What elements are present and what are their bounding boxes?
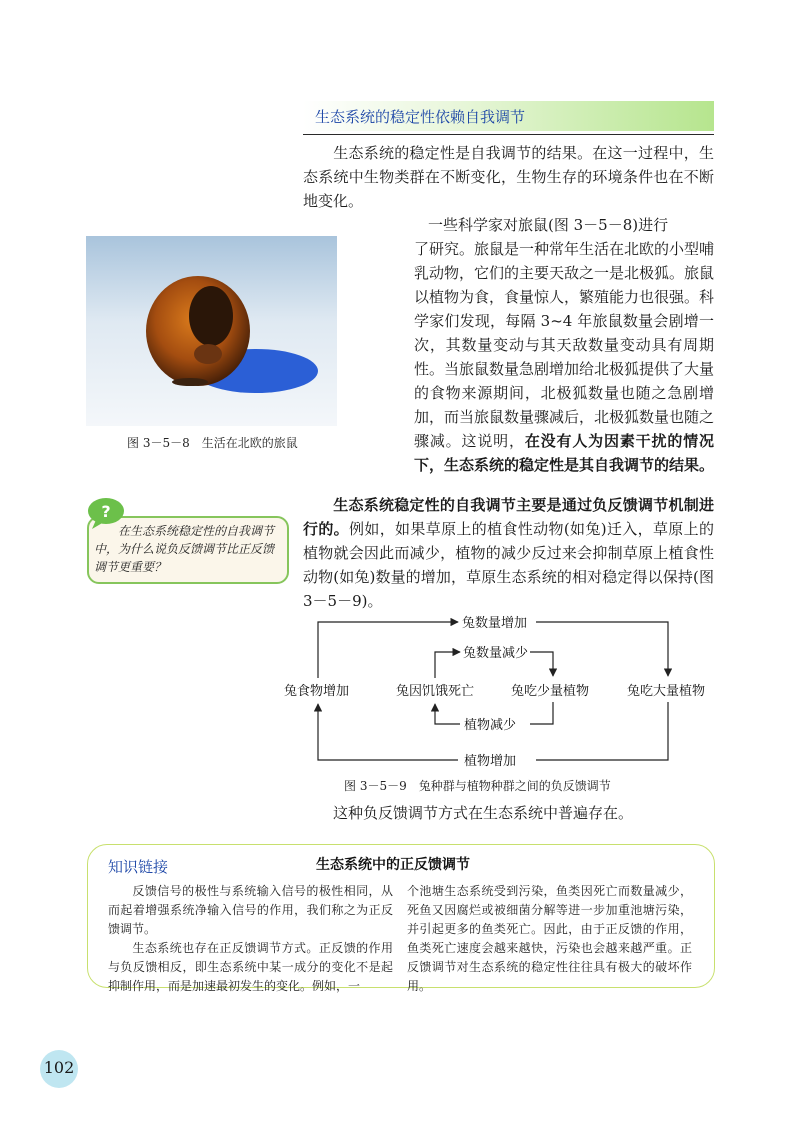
tip-question: 在生态系统稳定性的自我调节中，为什么说负反馈调节比正反馈调节更重要？ [94, 524, 275, 574]
lemming-photo [86, 236, 337, 426]
knowledge-link-column-left [108, 882, 393, 996]
question-mark: ? [101, 502, 111, 521]
feedback-diagram [280, 612, 720, 776]
node-rabbit-eat-little: 兔吃少量植物 [511, 684, 590, 699]
node-plant-decrease: 植物减少 [464, 718, 517, 733]
node-rabbit-decrease: 兔数量减少 [463, 646, 529, 661]
knowledge-link-paragraph-3: 个池塘生态系统受到污染，鱼类因死亡而数量减少，死鱼又因腐烂或被细菌分解等进一步加重池塘污染，并引起更多的鱼类死亡。因此，由于正反馈的作用，鱼类死亡速度会越来越快，污染也会越来越严重。正反馈调节对生态系统的稳定性往往具有极大的破坏作用。 [407, 884, 692, 993]
node-plant-increase: 植物增加 [464, 754, 517, 769]
page-number: 102 [43, 1058, 75, 1077]
section-title: 生态系统的稳定性依赖自我调节 [315, 108, 526, 126]
paragraph-intro: 生态系统的稳定性是自我调节的结果。在这一过程中，生态系统中生物类群在不断变化，生物生存的环境条件也在不断地变化。 [303, 144, 714, 210]
figure-3-5-9-caption: 图 3－5－9 兔种群与植物种群之间的负反馈调节 [344, 779, 611, 793]
knowledge-link-title: 生态系统中的正反馈调节 [316, 857, 470, 873]
paragraph-common: 这种负反馈调节方式在生态系统中普遍存在。 [333, 804, 634, 822]
knowledge-link-column-right [407, 882, 692, 996]
node-rabbit-eat-much: 兔吃大量植物 [627, 684, 706, 699]
figure-3-5-8-caption: 图 3－5－8 生活在北欧的旅鼠 [127, 436, 298, 450]
paragraph-lemming: 了研究。旅鼠是一种常年生活在北欧的小型哺乳动物，它们的主要天敌之一是北极狐。旅鼠以植物为食，食量惊人，繁殖能力也很强。科学家们发现，每隔 3~4 年旅鼠数量会剧增一次，其数量变动与其天敌数量变动具有周期性。当旅鼠数量急剧增加给北极狐提供了大量的食物来源期间，北极狐数量也随之急剧增加，而当旅鼠数量骤减后，北极狐数量也随之骤减。这说明，在没有人为因素干扰的情况下，生态系统的稳定性是其自我调节的结果。 [414, 240, 715, 474]
section-divider [303, 134, 714, 135]
paragraph-lemming-first-line: 一些科学家对旅鼠(图 3－5－8)进行 [428, 216, 669, 234]
paragraph-negative-feedback: 生态系统稳定性的自我调节主要是通过负反馈调节机制进行的。例如，如果草原上的植食性动物(如兔)迁入，草原上的植物就会因此而减少，植物的减少反过来会抑制草原上植食性动物(如兔)数量的增加，草原生态系统的相对稳定得以保持(图 3－5－9)。 [303, 496, 714, 610]
bold-negative-feedback: 生态系统稳定性的自我调节主要是通过负反馈调节机制进行的。 [303, 496, 714, 538]
node-rabbit-increase: 兔数量增加 [462, 616, 528, 631]
knowledge-link-paragraph-2: 生态系统也存在正反馈调节方式。正反馈的作用与负反馈相反，即生态系统中某一成分的变化不是起抑制作用，而是加速最初发生的变化。例如，一 [108, 941, 393, 993]
knowledge-link-tag: 知识链接 [108, 858, 169, 876]
knowledge-link-paragraph-1: 反馈信号的极性与系统输入信号的极性相同，从而起着增强系统净输入信号的作用，我们称之为正反馈调节。 [108, 884, 393, 936]
node-rabbit-food-increase: 兔食物增加 [284, 684, 350, 699]
bold-conclusion: 在没有人为因素干扰的情况下，生态系统的稳定性是其自我调节的结果。 [414, 432, 715, 474]
node-rabbit-starve-die: 兔因饥饿死亡 [396, 684, 475, 699]
